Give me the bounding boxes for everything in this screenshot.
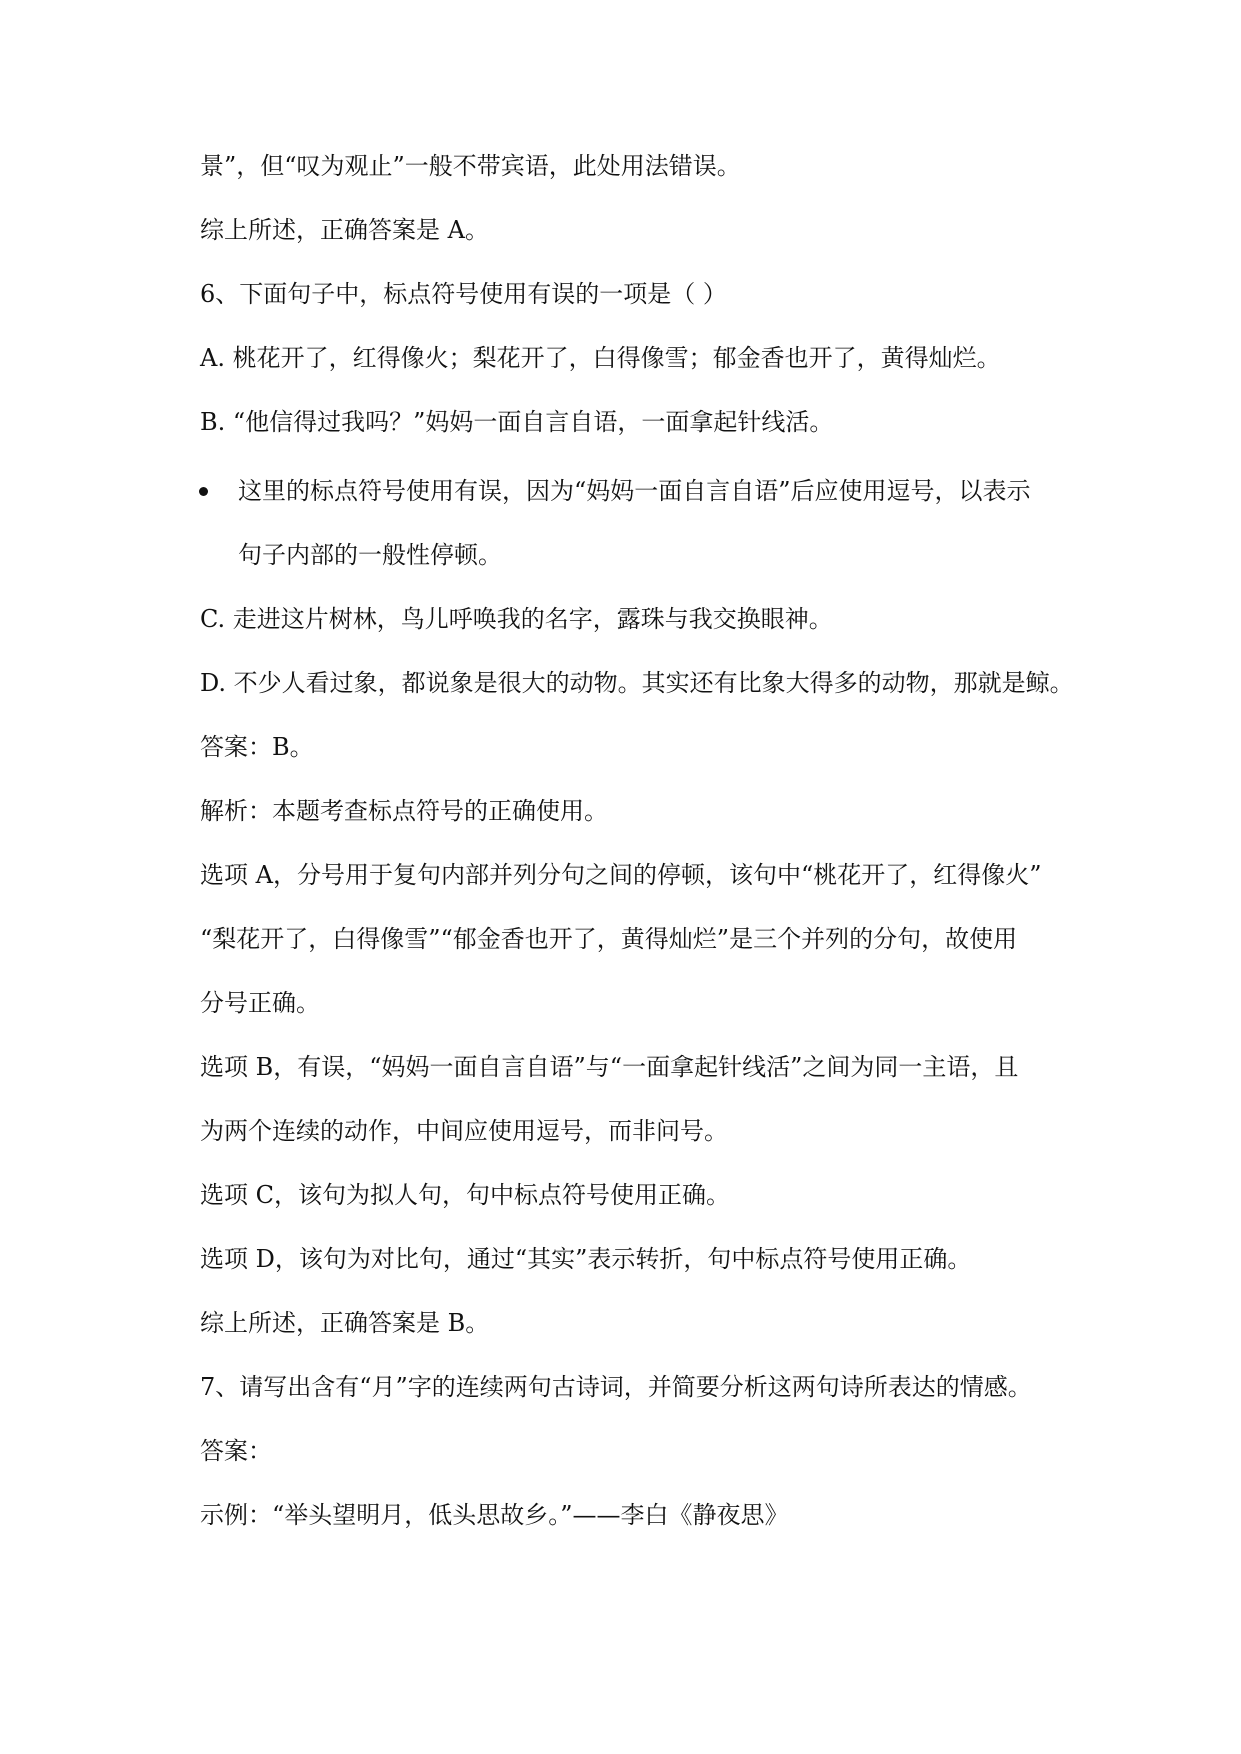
- analysis-option-c: 选项 C，该句为拟人句，句中标点符号使用正确。: [200, 1181, 730, 1209]
- option-d: D. 不少人看过象，都说象是很大的动物。其实还有比象大得多的动物，那就是鲸。: [200, 669, 1074, 697]
- option-c: C. 走进这片树林，鸟儿呼唤我的名字，露珠与我交换眼神。: [200, 605, 833, 633]
- option-a: A. 桃花开了，红得像火；梨花开了，白得像雪；郁金香也开了，黄得灿烂。: [200, 344, 1001, 372]
- question-6: 6、下面句子中，标点符号使用有误的一项是（ ）: [200, 280, 727, 308]
- bullet-icon: [199, 487, 208, 496]
- analysis-option-a: 选项 A，分号用于复句内部并列分句之间的停顿，该句中“桃花开了，红得像火”: [200, 861, 1042, 889]
- question-7: 7、请写出含有“月”字的连续两句古诗词，并简要分析这两句诗所表达的情感。: [200, 1373, 1032, 1401]
- analysis-option-b: 选项 B，有误，“妈妈一面自言自语”与“一面拿起针线活”之间为同一主语，且: [200, 1053, 1019, 1081]
- analysis-line: 解析：本题考查标点符号的正确使用。: [200, 797, 608, 825]
- answer-line: 答案：B。: [200, 733, 314, 761]
- summary-line: 综上所述，正确答案是 A。: [200, 216, 489, 244]
- summary-line-2: 综上所述，正确答案是 B。: [200, 1309, 490, 1337]
- analysis-option-d: 选项 D，该句为对比句，通过“其实”表示转折，句中标点符号使用正确。: [200, 1245, 972, 1273]
- analysis-option-a-cont: “梨花开了，白得像雪”“郁金香也开了，黄得灿烂”是三个并列的分句，故使用: [200, 925, 1018, 953]
- option-b: B. “他信得过我吗？”妈妈一面自言自语，一面拿起针线活。: [200, 408, 834, 436]
- answer-label: 答案：: [200, 1437, 272, 1465]
- bullet-note-continued: 句子内部的一般性停顿。: [238, 541, 502, 569]
- bullet-note: 这里的标点符号使用有误，因为“妈妈一面自言自语”后应使用逗号，以表示: [238, 477, 1031, 505]
- text-line: 景”，但“叹为观止”一般不带宾语，此处用法错误。: [200, 152, 741, 180]
- analysis-option-b-cont: 为两个连续的动作，中间应使用逗号，而非问号。: [200, 1117, 728, 1145]
- example-line: 示例：“举头望明月，低头思故乡。”——李白《静夜思》: [200, 1501, 789, 1529]
- analysis-option-a-end: 分号正确。: [200, 989, 320, 1017]
